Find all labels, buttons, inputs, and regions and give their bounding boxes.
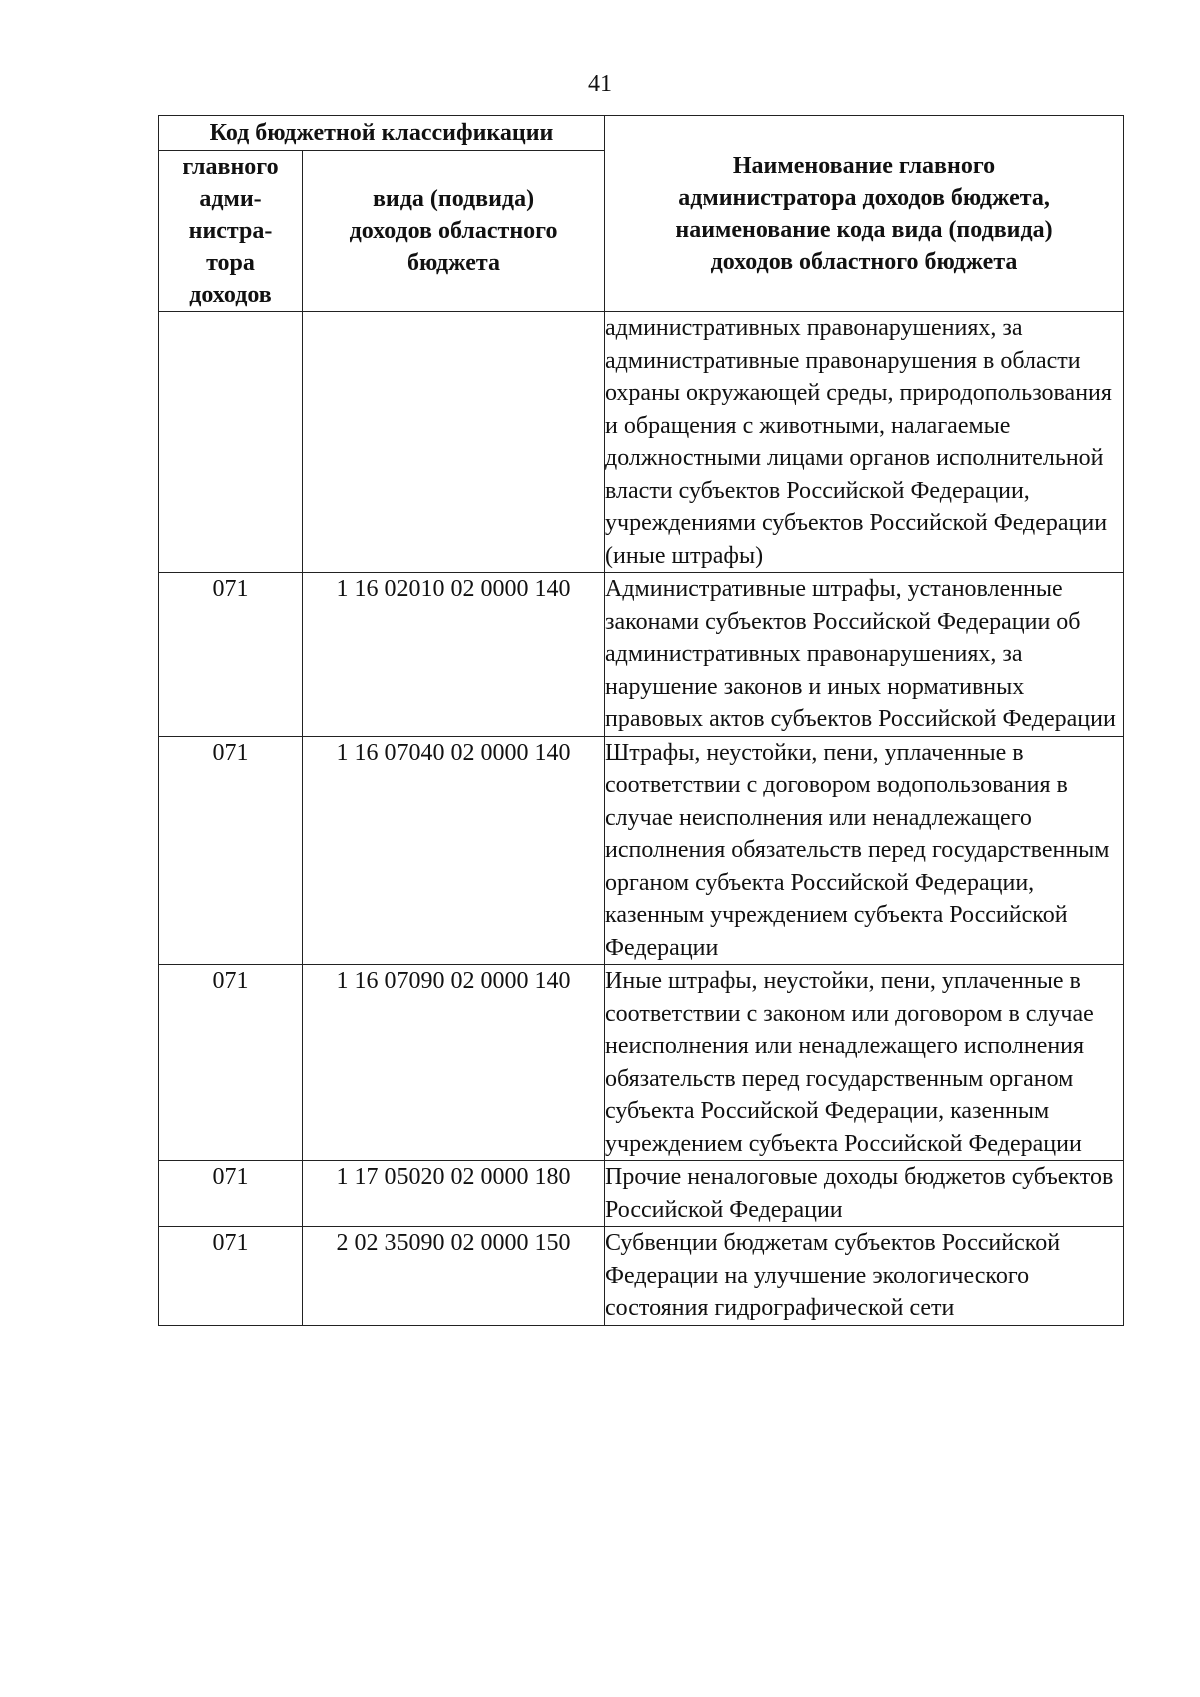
table-row bbox=[159, 573, 1124, 737]
admin-code-cell: 071 bbox=[159, 573, 303, 737]
header-admin-line: тора bbox=[206, 250, 255, 276]
header-admin-column bbox=[159, 151, 303, 312]
header-name-line: администратора доходов бюджета, bbox=[678, 184, 1050, 211]
header-code-line: вида (подвида) bbox=[372, 186, 535, 212]
revenue-name-cell: Прочие неналоговые доходы бюджетов субъектов Российской Федерации bbox=[605, 1161, 1124, 1227]
header-budget-classification-code: Код бюджетной классификации bbox=[159, 116, 605, 151]
page-number: 41 bbox=[588, 71, 612, 97]
revenue-code-cell: 1 16 02010 02 0000 140 bbox=[303, 573, 605, 737]
table-row bbox=[159, 1227, 1124, 1326]
revenue-name-cell: Штрафы, неустойки, пени, уплаченные в соответствии с договором водопользования в случае неисполнения или ненадлежащего исполнения обязательств перед государственным органом субъекта Российской Федерации, казенным учреждением субъекта Российской Федерации bbox=[605, 736, 1124, 965]
header-name-column bbox=[605, 116, 1124, 312]
header-code-line: доходов областного bbox=[349, 218, 558, 244]
admin-code-cell: 071 bbox=[159, 1161, 303, 1227]
admin-code-cell: 071 bbox=[159, 965, 303, 1161]
admin-code-cell: 071 bbox=[159, 736, 303, 965]
revenue-name-cell: административных правонарушениях, за административные правонарушения в области охраны окружающей среды, природопользования и обращения с животными, налагаемые должностными лицами органов исполнительной власти субъектов Российской Федерации, учреждениями субъектов Российской Федерации (иные штрафы) bbox=[605, 312, 1124, 573]
header-name-line: доходов областного бюджета bbox=[710, 248, 1018, 275]
revenue-code-cell: 1 16 07040 02 0000 140 bbox=[303, 736, 605, 965]
header-admin-line: адми- bbox=[199, 186, 262, 212]
revenue-code-cell bbox=[303, 312, 605, 573]
revenue-code-cell: 2 02 35090 02 0000 150 bbox=[303, 1227, 605, 1326]
header-name-line: наименование кода вида (подвида) bbox=[675, 216, 1053, 243]
revenue-name-cell: Иные штрафы, неустойки, пени, уплаченные в соответствии с законом или договором в случае неисполнения или ненадлежащего исполнения обязательств перед государственным органом субъекта Российской Федерации, казенным учреждением субъекта Российской Федерации bbox=[605, 965, 1124, 1161]
admin-code-cell bbox=[159, 312, 303, 573]
header-admin-line: доходов bbox=[189, 282, 272, 308]
revenue-name-cell: Административные штрафы, установленные законами субъектов Российской Федерации об административных правонарушениях, за нарушение законов и иных нормативных правовых актов субъектов Российской Федерации bbox=[605, 573, 1124, 737]
table-row bbox=[159, 312, 1124, 573]
revenue-code-cell: 1 16 07090 02 0000 140 bbox=[303, 965, 605, 1161]
header-admin-line: нистра- bbox=[188, 218, 273, 244]
budget-classification-table bbox=[158, 115, 1124, 1326]
header-name-line: Наименование главного bbox=[732, 152, 996, 179]
revenue-code-cell: 1 17 05020 02 0000 180 bbox=[303, 1161, 605, 1227]
table-row bbox=[159, 965, 1124, 1161]
revenue-name-cell: Субвенции бюджетам субъектов Российской Федерации на улучшение экологического состояния гидрографической сети bbox=[605, 1227, 1124, 1326]
table-row bbox=[159, 736, 1124, 965]
header-row-group bbox=[159, 116, 1124, 151]
admin-code-cell: 071 bbox=[159, 1227, 303, 1326]
header-admin-line: главного bbox=[182, 154, 279, 180]
table-row bbox=[159, 1161, 1124, 1227]
header-code-line: бюджета bbox=[407, 250, 500, 276]
header-code-column bbox=[303, 151, 605, 312]
